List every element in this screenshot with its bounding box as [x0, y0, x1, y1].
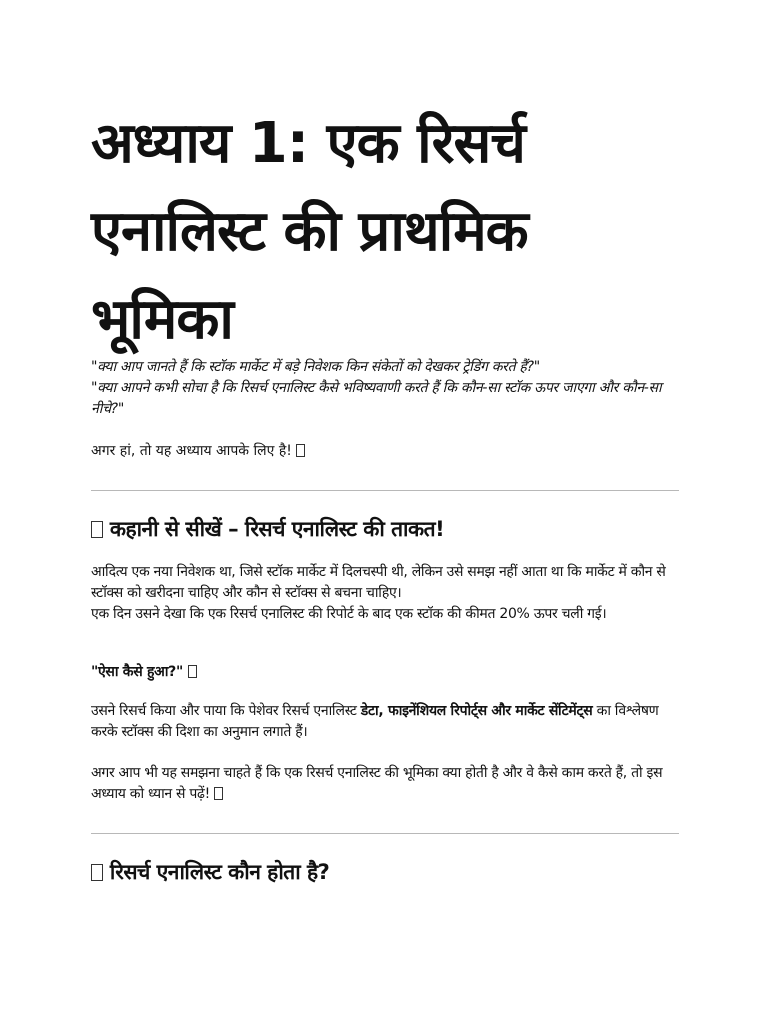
missing-emoji-icon — [91, 521, 103, 538]
quote-line-1: "क्या आप जानते हैं कि स्टॉक मार्केट में बड़े निवेशक किन संकेतों को देखकर ट्रेडिंग करते हैं?" — [91, 359, 540, 375]
story-research-paragraph — [91, 701, 681, 743]
missing-emoji-icon — [214, 787, 223, 800]
section-divider — [91, 833, 679, 834]
intro-quote — [91, 357, 681, 420]
intro-text — [91, 441, 305, 462]
research-text-before: उसने रिसर्च किया और पाया कि पेशेवर रिसर्च एनालिस्ट — [91, 703, 361, 719]
section-heading-text: कहानी से सीखें – रिसर्च एनालिस्ट की ताकत! — [109, 517, 445, 541]
section-heading-who — [91, 857, 329, 887]
story-paragraph — [91, 562, 681, 625]
research-text-bold: डेटा, फाइनेंशियल रिपोर्ट्स और मार्केट सेंटिमेंट्स — [360, 703, 593, 719]
story-closing-paragraph — [91, 763, 681, 805]
story-question — [91, 662, 681, 683]
quote-line-2: "क्या आपने कभी सोचा है कि रिसर्च एनालिस्ट कैसे भविष्यवाणी करते हैं कि कौन-सा स्टॉक ऊपर जाएगा और कौन-सा नीचे?" — [91, 380, 662, 417]
research-text-after: का विश्लेषण करके स्टॉक्स की दिशा का अनुमान लगाते हैं। — [91, 703, 659, 740]
section-heading-story — [91, 514, 444, 544]
story-line-1: आदित्य एक नया निवेशक था, जिसे स्टॉक मार्केट में दिलचस्पी थी, लेकिन उसे समझ नहीं आता था कि मार्केट में कौन से स्टॉक्स को खरीदना चाहिए और कौन से स्टॉक्स से बचना चाहिए। — [91, 564, 666, 601]
missing-emoji-icon — [188, 665, 197, 678]
missing-emoji-icon — [91, 864, 103, 881]
question-text: "ऐसा कैसे हुआ?" — [91, 664, 183, 680]
intro-sentence: अगर हां, तो यह अध्याय आपके लिए है! — [91, 443, 292, 459]
page-title: अध्याय 1: एक रिसर्च एनालिस्ट की प्राथमिक भूमिका — [91, 111, 528, 352]
missing-emoji-icon — [296, 444, 305, 457]
section-heading-text: रिसर्च एनालिस्ट कौन होता है? — [109, 860, 330, 884]
section-divider — [91, 490, 679, 491]
closing-text: अगर आप भी यह समझना चाहते हैं कि एक रिसर्च एनालिस्ट की भूमिका क्या होती है और वे कैसे काम करते हैं, तो इस अध्याय को ध्यान से पढ़ें! — [91, 765, 663, 802]
story-line-2: एक दिन उसने देखा कि एक रिसर्च एनालिस्ट की रिपोर्ट के बाद एक स्टॉक की कीमत 20% ऊपर चली गई। — [91, 606, 607, 622]
